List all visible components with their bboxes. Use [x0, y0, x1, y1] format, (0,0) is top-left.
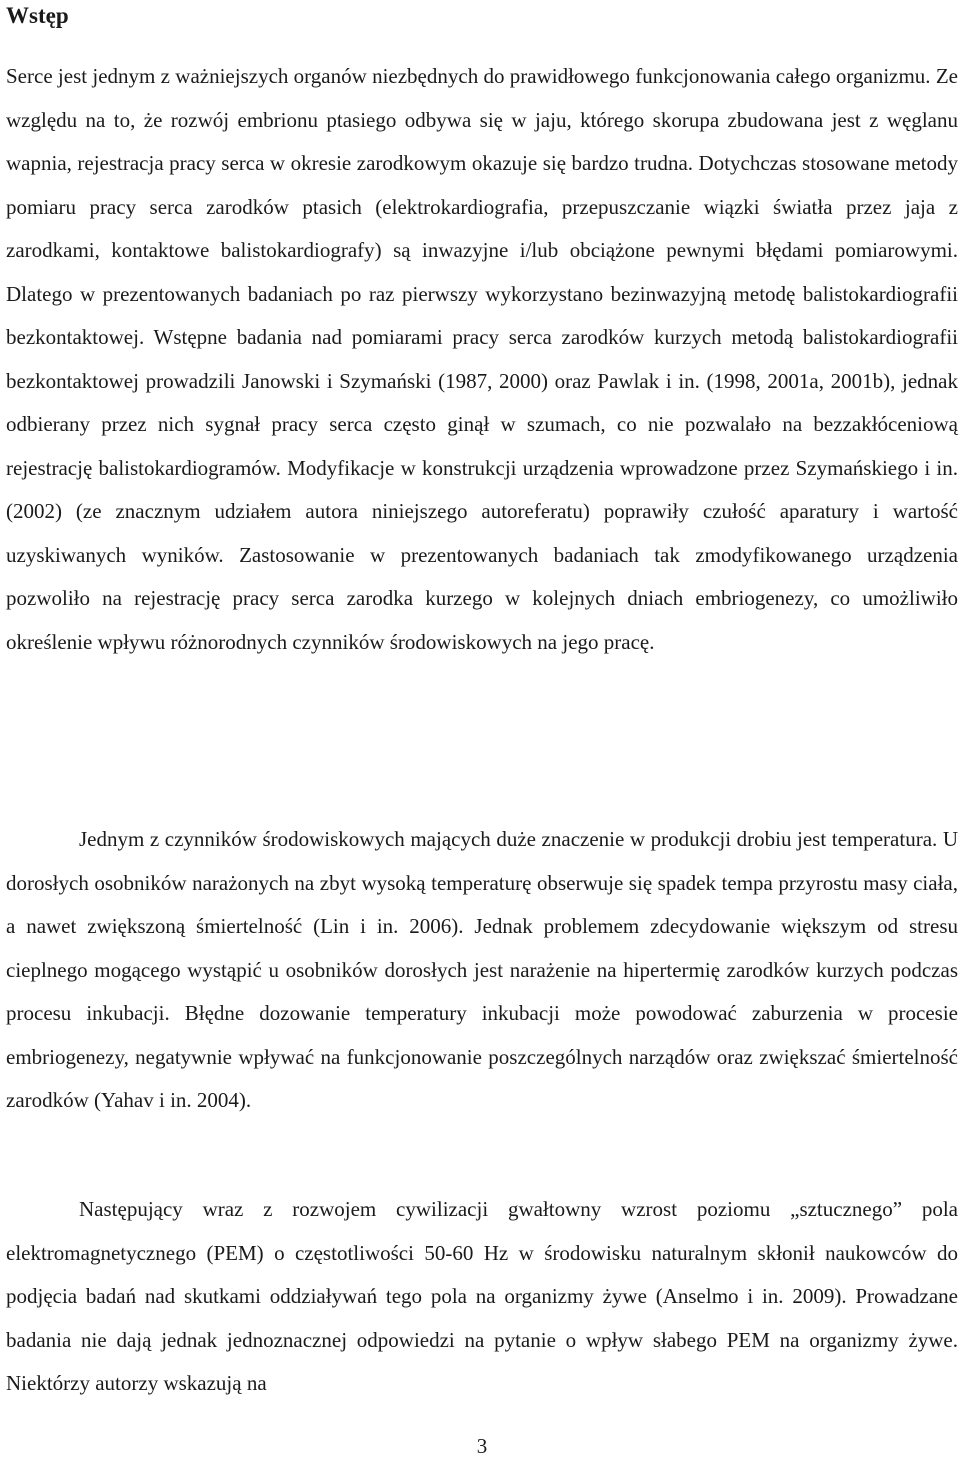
page-number: 3 [476, 1434, 488, 1458]
paragraph-temperature: Jednym z czynników środowiskowych mających duże znaczenie w produkcji drobiu jest temperatura. U dorosłych osobników narażonych na zbyt wysoką temperaturę obserwuje się spadek tempa przyrostu masy ciała, a nawet zwiększoną śmiertelność (Lin i in. 2006). Jednak problemem zdecydowanie większym od stresu cieplnego mogącego wystąpić u osobników dorosłych jest narażenie na hipertermię zarodków kurzych podczas procesu inkubacji. Błędne dozowanie temperatury inkubacji może powodować zaburzenia w procesie embriogenezy, negatywnie wpływać na funkcjonowanie poszczególnych narządów oraz zwiększać śmiertelność zarodków (Yahav i in. 2004). [6, 827, 958, 1112]
paragraph-intro: Serce jest jednym z ważniejszych organów niezbędnych do prawidłowego funkcjonowania całego organizmu. Ze względu na to, że rozwój embrionu ptasiego odbywa się w jaju, którego skorupa zbudowana jest z węglanu wapnia, rejestracja pracy serca w okresie zarodkowym okazuje się bardzo trudna. Dotychczas stosowane metody pomiaru pracy serca zarodków ptasich (elektrokardiografia, przepuszczanie wiązki światła przez jaja z zarodkami, kontaktowe balistokardiografy) są inwazyjne i/lub obciążone pewnymi błędami pomiarowymi. Dlatego w prezentowanych badaniach po raz pierwszy wykorzystano bezinwazyjną metodę balistokardiografii bezkontaktowej. Wstępne badania nad pomiarami pracy serca zarodków kurzych metodą balistokardiografii bezkontaktowej prowadzili Janowski i Szymański (1987, 2000) oraz Pawlak i in. (1998, 2001a, 2001b), jednak odbierany przez nich sygnał pracy serca często ginął w szumach, co nie pozwalało na bezzakłóceniową rejestrację balistokardiogramów. Modyfikacje w konstrukcji urządzenia wprowadzone przez Szymańskiego i in. (2002) (ze znacznym udziałem autora niniejszego autoreferatu) poprawiły czułość aparatury i wartość uzyskiwanych wyników. Zastosowanie w prezentowanych badaniach tak zmodyfikowanego urządzenia pozwoliło na rejestrację pracy serca zarodka kurzego w kolejnych dniach embriogenezy, co umożliwiło określenie wpływu różnorodnych czynników środowiskowych na jego pracę. [6, 64, 958, 654]
document-page [6, 0, 958, 1462]
paragraph-electromagnetic-field: Następujący wraz z rozwojem cywilizacji gwałtowny wzrost poziomu „sztucznego” pola elektromagnetycznego (PEM) o częstotliwości 50-60 Hz w środowisku naturalnym skłonił naukowców do podjęcia badań nad skutkami oddziaływań tego pola na organizmy żywe (Anselmo i in. 2009). Prowadzane badania nie dają jednak jednoznacznej odpowiedzi na pytanie o wpływ słabego PEM na organizmy żywe. Niektórzy autorzy wskazują na [6, 1197, 958, 1395]
section-heading: Wstęp [6, 3, 69, 28]
